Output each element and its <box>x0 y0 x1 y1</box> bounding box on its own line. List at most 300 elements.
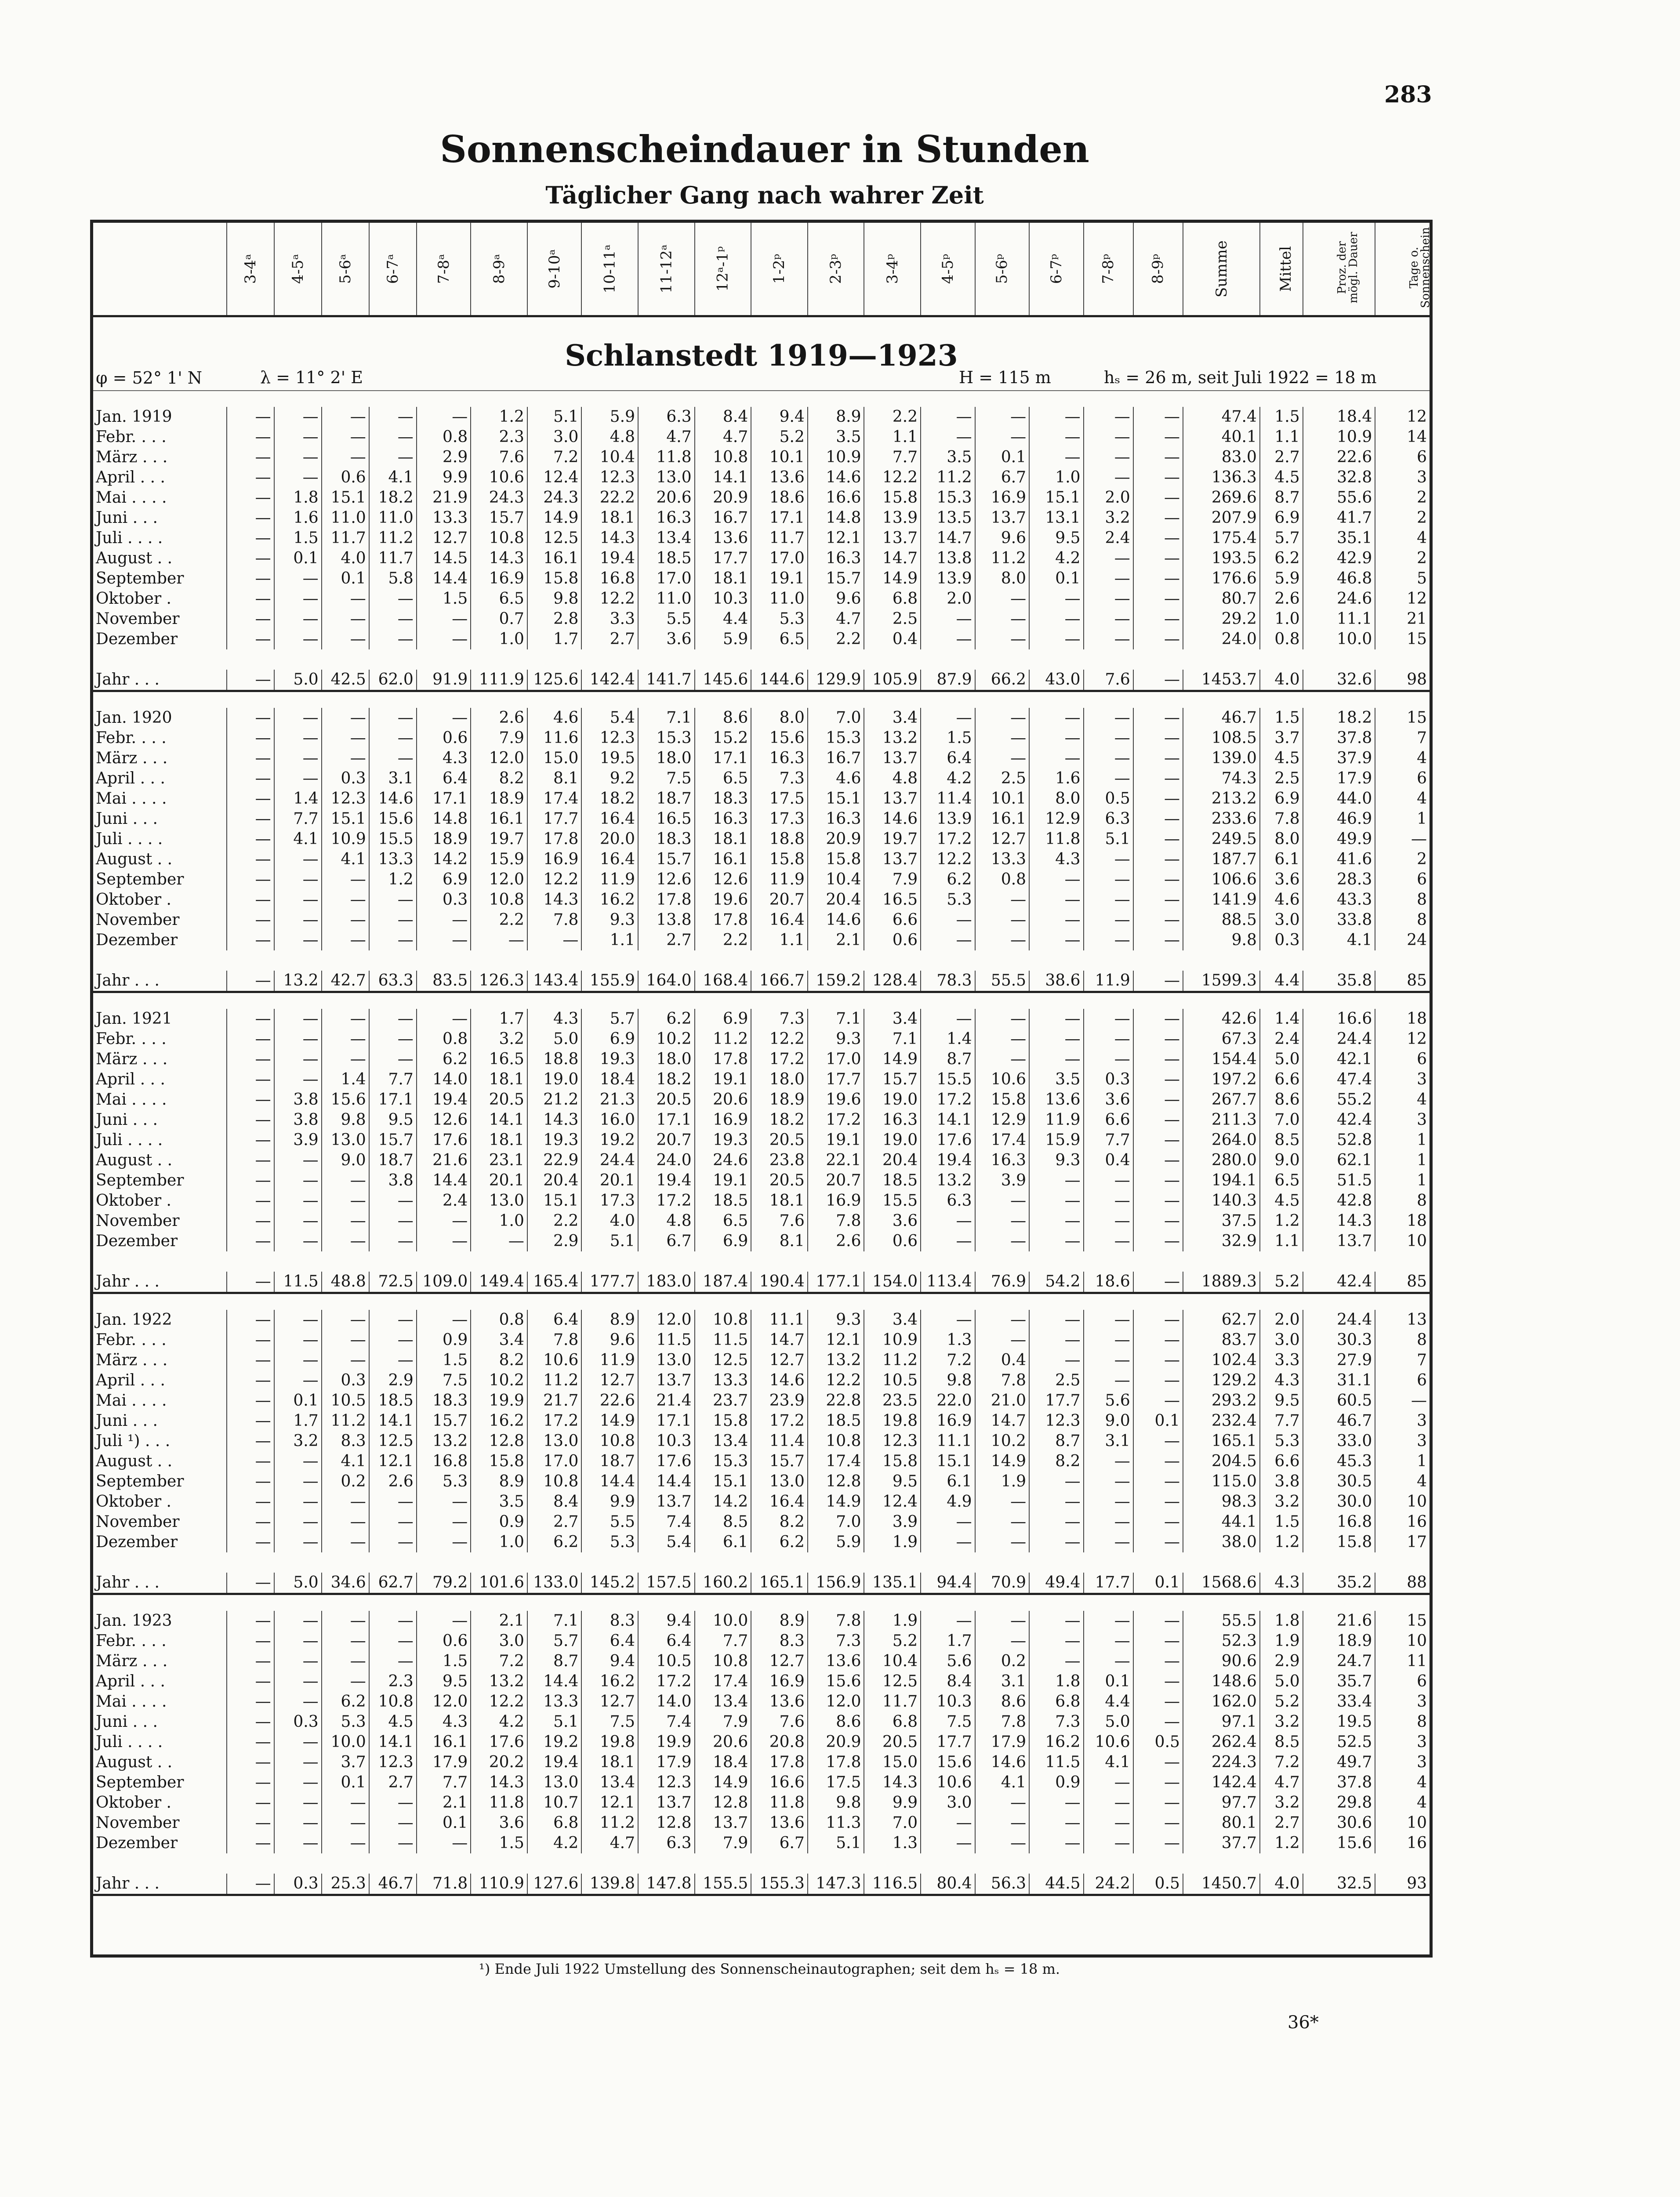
table-row <box>93 789 1430 809</box>
value-cell: 9.0 <box>322 1150 369 1171</box>
value-cell: 127.6 <box>527 1874 581 1895</box>
value-cell: 17.8 <box>638 890 695 910</box>
value-cell: 18.5 <box>864 1171 921 1191</box>
value-cell: 9.6 <box>975 528 1029 548</box>
value-cell: 24.4 <box>581 1150 638 1171</box>
value-cell: 3.6 <box>1260 870 1303 890</box>
value-cell: 9.5 <box>864 1472 921 1492</box>
value-cell: 4.1 <box>975 1773 1029 1793</box>
value-cell: 6.8 <box>527 1813 581 1833</box>
value-cell: — <box>1084 1310 1133 1330</box>
station-longitude: λ = 11° 2' E <box>260 368 363 387</box>
value-cell: — <box>1375 829 1430 849</box>
value-cell: — <box>921 1813 975 1833</box>
value-cell: 102.4 <box>1183 1350 1260 1370</box>
value-cell: — <box>1029 609 1083 629</box>
value-cell: 15.9 <box>1029 1130 1083 1150</box>
value-cell: 2.6 <box>369 1472 417 1492</box>
value-cell: 16.9 <box>695 1110 751 1130</box>
value-cell: 80.4 <box>921 1874 975 1895</box>
value-cell: — <box>975 1310 1029 1330</box>
value-cell: 3.6 <box>638 629 695 649</box>
value-cell: — <box>1133 789 1183 809</box>
value-cell: 165.4 <box>527 1272 581 1293</box>
value-cell: 7.8 <box>975 1370 1029 1391</box>
value-cell: 142.4 <box>581 670 638 691</box>
value-cell: — <box>369 447 417 468</box>
value-cell: 0.4 <box>975 1350 1029 1370</box>
value-cell: 12 <box>1375 1029 1430 1049</box>
value-cell: 2.5 <box>1029 1370 1083 1391</box>
value-cell: 13.7 <box>638 1492 695 1512</box>
value-cell: 4.4 <box>695 609 751 629</box>
row-label: Juni . . . <box>96 1713 158 1731</box>
value-cell: 8.5 <box>1260 1130 1303 1150</box>
value-cell: 16.7 <box>808 748 864 769</box>
value-cell: — <box>227 609 274 629</box>
value-cell: 10.8 <box>808 1431 864 1451</box>
value-cell: 8.7 <box>921 1049 975 1069</box>
value-cell: — <box>322 1009 369 1029</box>
value-cell: — <box>1084 748 1133 769</box>
value-cell: 0.8 <box>975 870 1029 890</box>
value-cell: 14.4 <box>417 569 471 589</box>
value-cell: 94.4 <box>921 1573 975 1594</box>
value-cell: 3.0 <box>1260 910 1303 930</box>
value-cell: 55.2 <box>1303 1090 1375 1110</box>
value-cell: 19.4 <box>638 1171 695 1191</box>
value-cell: 9.8 <box>808 1793 864 1813</box>
value-cell: 14.1 <box>369 1732 417 1752</box>
value-cell: 4 <box>1375 1090 1430 1110</box>
value-cell: 3.9 <box>864 1512 921 1532</box>
value-cell: 67.3 <box>1183 1029 1260 1049</box>
value-cell: 155.3 <box>751 1874 808 1895</box>
value-cell: — <box>1133 1651 1183 1671</box>
value-cell: — <box>1084 1651 1133 1671</box>
value-cell: 1.0 <box>1260 609 1303 629</box>
value-cell: 12.5 <box>527 528 581 548</box>
value-cell: 24.3 <box>471 488 527 508</box>
value-cell: 162.0 <box>1183 1692 1260 1712</box>
value-cell: 125.6 <box>527 670 581 691</box>
value-cell: 41.6 <box>1303 849 1375 870</box>
row-label: Febr. . . . <box>96 1331 167 1349</box>
value-cell: 8.4 <box>921 1671 975 1692</box>
value-cell: 10.4 <box>581 447 638 468</box>
value-cell: 52.8 <box>1303 1130 1375 1150</box>
value-cell: 12.5 <box>864 1671 921 1692</box>
value-cell: 8.6 <box>695 708 751 728</box>
value-cell: 10.6 <box>975 1069 1029 1090</box>
value-cell: 47.4 <box>1183 407 1260 427</box>
value-cell: 15.8 <box>1303 1532 1375 1552</box>
value-cell: — <box>227 789 274 809</box>
value-cell: 20.6 <box>695 1090 751 1110</box>
value-cell: 16.1 <box>975 809 1029 829</box>
value-cell: 6.6 <box>864 910 921 930</box>
value-cell: 6.8 <box>864 1712 921 1732</box>
value-cell: 7.1 <box>638 708 695 728</box>
value-cell: 0.8 <box>417 1029 471 1049</box>
value-cell: 4.4 <box>1084 1692 1133 1712</box>
table-row <box>93 1793 1430 1813</box>
value-cell: 2.9 <box>417 447 471 468</box>
row-label: Juli . . . . <box>96 529 163 547</box>
value-cell: — <box>1084 870 1133 890</box>
value-cell: — <box>227 1512 274 1532</box>
value-cell: — <box>322 1631 369 1651</box>
value-cell: 14.6 <box>369 789 417 809</box>
value-cell: 8.7 <box>1260 488 1303 508</box>
value-cell: — <box>1084 1049 1133 1069</box>
value-cell: — <box>227 1350 274 1370</box>
value-cell: 5.1 <box>808 1833 864 1853</box>
value-cell: 7.1 <box>527 1611 581 1631</box>
value-cell: 115.0 <box>1183 1472 1260 1492</box>
value-cell: 37.7 <box>1183 1833 1260 1853</box>
value-cell: — <box>975 629 1029 649</box>
value-cell: 12.4 <box>864 1492 921 1512</box>
value-cell: 83.7 <box>1183 1330 1260 1350</box>
value-cell: — <box>369 1049 417 1069</box>
year-total-row <box>93 971 1430 992</box>
value-cell: 3 <box>1375 1752 1430 1773</box>
value-cell: — <box>274 1472 322 1492</box>
table-row <box>93 1492 1430 1512</box>
value-cell: — <box>274 609 322 629</box>
value-cell: 0.7 <box>471 609 527 629</box>
value-cell: 13.9 <box>864 508 921 528</box>
value-cell: 11.9 <box>1084 971 1133 992</box>
value-cell: — <box>369 748 417 769</box>
value-cell: 16.9 <box>751 1671 808 1692</box>
value-cell: — <box>471 1231 527 1251</box>
value-cell: 6.2 <box>417 1049 471 1069</box>
value-cell: 20.5 <box>471 1090 527 1110</box>
value-cell: 165.1 <box>751 1573 808 1594</box>
value-cell: — <box>369 1211 417 1231</box>
value-cell: 14.3 <box>527 890 581 910</box>
table-row <box>93 1110 1430 1130</box>
value-cell: — <box>1133 809 1183 829</box>
value-cell: — <box>1133 1049 1183 1069</box>
value-cell: 3.0 <box>471 1631 527 1651</box>
value-cell: — <box>369 609 417 629</box>
value-cell: 12.3 <box>864 1431 921 1451</box>
value-cell: 42.4 <box>1303 1110 1375 1130</box>
value-cell: 0.3 <box>322 769 369 789</box>
value-cell: — <box>369 1833 417 1853</box>
value-cell: — <box>274 569 322 589</box>
value-cell: 12.0 <box>638 1310 695 1330</box>
value-cell: 13.8 <box>921 548 975 569</box>
value-cell: 22.9 <box>527 1150 581 1171</box>
value-cell: 154.4 <box>1183 1049 1260 1069</box>
value-cell: 13.7 <box>864 748 921 769</box>
value-cell: 14.9 <box>864 1049 921 1069</box>
value-cell: — <box>227 1090 274 1110</box>
value-cell: 6.3 <box>638 407 695 427</box>
value-cell: 1.2 <box>1260 1532 1303 1552</box>
value-cell: 55.5 <box>975 971 1029 992</box>
table-row <box>93 427 1430 447</box>
value-cell: — <box>227 1573 274 1594</box>
value-cell: — <box>1084 447 1133 468</box>
value-cell: — <box>1133 548 1183 569</box>
value-cell: — <box>1084 1211 1133 1231</box>
value-cell: 10.7 <box>527 1793 581 1813</box>
value-cell: 0.9 <box>1029 1773 1083 1793</box>
value-cell: 20.7 <box>808 1171 864 1191</box>
value-cell: — <box>1084 427 1133 447</box>
value-cell: 10.3 <box>638 1431 695 1451</box>
value-cell: 13.5 <box>921 508 975 528</box>
value-cell: 155.5 <box>695 1874 751 1895</box>
value-cell: 5.0 <box>1260 1671 1303 1692</box>
value-cell: 10.5 <box>638 1651 695 1671</box>
row-label: März . . . <box>96 1351 168 1369</box>
value-cell: 6.5 <box>1260 1171 1303 1191</box>
value-cell: 7.7 <box>274 809 322 829</box>
value-cell: — <box>227 1671 274 1692</box>
value-cell: 16.9 <box>921 1411 975 1431</box>
value-cell: — <box>274 1231 322 1251</box>
value-cell: — <box>227 769 274 789</box>
value-cell: 11.5 <box>695 1330 751 1350</box>
row-label: November <box>96 610 180 628</box>
row-label: Juli ¹) . . . <box>96 1432 171 1450</box>
value-cell: — <box>274 1191 322 1211</box>
spacer-cell <box>93 649 1430 670</box>
value-cell: 20.7 <box>751 890 808 910</box>
value-cell: 32.6 <box>1303 670 1375 691</box>
value-cell: 10.0 <box>695 1611 751 1631</box>
value-cell: — <box>369 1611 417 1631</box>
value-cell: 3.8 <box>274 1110 322 1130</box>
value-cell: 12.1 <box>369 1451 417 1472</box>
value-cell: — <box>1133 407 1183 427</box>
value-cell: 9.2 <box>581 769 638 789</box>
value-cell: — <box>1133 1150 1183 1171</box>
value-cell: 12.9 <box>1029 809 1083 829</box>
spacer-cell <box>93 391 1430 407</box>
value-cell: 4.3 <box>417 1712 471 1732</box>
value-cell: 3.4 <box>864 708 921 728</box>
value-cell: 4.3 <box>417 748 471 769</box>
value-cell: 17.4 <box>808 1451 864 1472</box>
value-cell: 17.6 <box>921 1130 975 1150</box>
row-label: Febr. . . . <box>96 729 167 747</box>
value-cell: 193.5 <box>1183 548 1260 569</box>
value-cell: 10.2 <box>471 1370 527 1391</box>
value-cell: 18.0 <box>638 1049 695 1069</box>
value-cell: — <box>227 1431 274 1451</box>
value-cell: — <box>1084 1773 1133 1793</box>
value-cell: — <box>1029 1029 1083 1049</box>
value-cell: — <box>369 1532 417 1552</box>
value-cell: 24 <box>1375 930 1430 950</box>
value-cell: 18.5 <box>638 548 695 569</box>
value-cell: 9.3 <box>1029 1150 1083 1171</box>
value-cell: 2 <box>1375 849 1430 870</box>
value-cell: — <box>227 1231 274 1251</box>
value-cell: — <box>274 1310 322 1330</box>
value-cell: 8.3 <box>751 1631 808 1651</box>
value-cell: 15.6 <box>322 1090 369 1110</box>
value-cell: — <box>1029 1330 1083 1350</box>
value-cell: — <box>274 468 322 488</box>
value-cell: 10.9 <box>808 447 864 468</box>
value-cell: 5.4 <box>581 708 638 728</box>
value-cell: 15.7 <box>638 849 695 870</box>
value-cell: 22.6 <box>581 1391 638 1411</box>
value-cell: 6.2 <box>921 870 975 890</box>
value-cell: 15.6 <box>369 809 417 829</box>
value-cell: 44.0 <box>1303 789 1375 809</box>
value-cell: 19.4 <box>417 1090 471 1110</box>
value-cell: 8.2 <box>751 1512 808 1532</box>
value-cell: 3.3 <box>581 609 638 629</box>
value-cell: 1 <box>1375 1150 1430 1171</box>
value-cell: 4.3 <box>1260 1370 1303 1391</box>
year-total-row <box>93 670 1430 691</box>
value-cell: — <box>921 930 975 950</box>
value-cell: — <box>274 1813 322 1833</box>
value-cell: — <box>1133 589 1183 609</box>
value-cell: — <box>417 1492 471 1512</box>
value-cell: 28.3 <box>1303 870 1375 890</box>
row-label: Oktober . <box>96 590 171 608</box>
value-cell: 19.1 <box>808 1130 864 1150</box>
value-cell: 85 <box>1375 1272 1430 1293</box>
value-cell: — <box>975 1231 1029 1251</box>
value-cell: 156.9 <box>808 1573 864 1594</box>
value-cell: 7.7 <box>695 1631 751 1651</box>
value-cell: 10.8 <box>581 1431 638 1451</box>
value-cell: 213.2 <box>1183 789 1260 809</box>
value-cell: 18.5 <box>369 1391 417 1411</box>
value-cell: 11 <box>1375 1651 1430 1671</box>
value-cell: 15.8 <box>695 1411 751 1431</box>
value-cell: 18 <box>1375 1211 1430 1231</box>
value-cell: 154.0 <box>864 1272 921 1293</box>
value-cell: 6.4 <box>417 769 471 789</box>
value-cell: — <box>369 930 417 950</box>
value-cell: 6.9 <box>1260 789 1303 809</box>
value-cell: 15.1 <box>695 1472 751 1492</box>
value-cell: — <box>227 809 274 829</box>
table-row <box>93 910 1430 930</box>
value-cell: 0.8 <box>471 1310 527 1330</box>
value-cell: 0.4 <box>864 629 921 649</box>
value-cell: — <box>369 407 417 427</box>
value-cell: 6.7 <box>638 1231 695 1251</box>
row-label: September <box>96 1472 184 1490</box>
value-cell: 6.2 <box>1260 548 1303 569</box>
value-cell: 17.7 <box>1029 1391 1083 1411</box>
value-cell: 11.4 <box>921 789 975 809</box>
value-cell: — <box>274 1350 322 1370</box>
row-label: Oktober . <box>96 1192 171 1210</box>
value-cell: 19.9 <box>471 1391 527 1411</box>
value-cell: 2 <box>1375 548 1430 569</box>
value-cell: 8.3 <box>581 1611 638 1631</box>
value-cell: 0.6 <box>417 1631 471 1651</box>
value-cell: — <box>417 407 471 427</box>
value-cell: — <box>322 1049 369 1069</box>
value-cell: 14.4 <box>417 1171 471 1191</box>
value-cell: — <box>227 1692 274 1712</box>
value-cell: 7.7 <box>864 447 921 468</box>
value-cell: 18.1 <box>751 1191 808 1211</box>
value-cell: — <box>1029 870 1083 890</box>
value-cell: 8 <box>1375 1191 1430 1211</box>
value-cell: — <box>227 708 274 728</box>
value-cell: 7.9 <box>695 1712 751 1732</box>
value-cell: 8.0 <box>1029 789 1083 809</box>
value-cell: 13.6 <box>808 1651 864 1671</box>
value-cell: 22.1 <box>808 1150 864 1171</box>
value-cell: 47.4 <box>1303 1069 1375 1090</box>
value-cell: — <box>1133 569 1183 589</box>
value-cell: — <box>274 930 322 950</box>
value-cell: — <box>1029 407 1083 427</box>
value-cell: — <box>227 1272 274 1293</box>
value-cell: 2.6 <box>471 708 527 728</box>
value-cell: 3 <box>1375 1431 1430 1451</box>
value-cell: — <box>921 427 975 447</box>
value-cell: 1.2 <box>1260 1211 1303 1231</box>
value-cell: — <box>1084 1171 1133 1191</box>
value-cell: 141.9 <box>1183 890 1260 910</box>
value-cell: 136.3 <box>1183 468 1260 488</box>
value-cell: — <box>227 829 274 849</box>
value-cell: 10.4 <box>808 870 864 890</box>
value-cell: 135.1 <box>864 1573 921 1594</box>
value-cell: — <box>1133 1211 1183 1231</box>
table-row <box>93 870 1430 890</box>
value-cell: 20.2 <box>471 1752 527 1773</box>
value-cell: — <box>1084 548 1133 569</box>
value-cell: — <box>1133 748 1183 769</box>
value-cell: 16.4 <box>581 849 638 870</box>
value-cell: 16.4 <box>581 809 638 829</box>
value-cell: 6.2 <box>751 1532 808 1552</box>
value-cell: 13.6 <box>751 1692 808 1712</box>
value-cell: — <box>227 1712 274 1732</box>
value-cell: 14.1 <box>921 1110 975 1130</box>
value-cell: — <box>975 1833 1029 1853</box>
value-cell: 2.9 <box>369 1370 417 1391</box>
value-cell: 0.6 <box>864 1231 921 1251</box>
value-cell: 17.7 <box>921 1732 975 1752</box>
value-cell: 5.5 <box>638 609 695 629</box>
value-cell: 18.1 <box>581 1752 638 1773</box>
value-cell: 8.7 <box>527 1651 581 1671</box>
value-cell: — <box>274 1492 322 1512</box>
value-cell: 18.6 <box>1084 1272 1133 1293</box>
value-cell: 3 <box>1375 1732 1430 1752</box>
value-cell: 15.2 <box>695 728 751 748</box>
value-cell: 4.9 <box>921 1492 975 1512</box>
value-cell: 8 <box>1375 910 1430 930</box>
value-cell: — <box>227 930 274 950</box>
value-cell: 168.4 <box>695 971 751 992</box>
value-cell: 20.1 <box>581 1171 638 1191</box>
row-label: Dezember <box>96 1533 178 1551</box>
value-cell: 1.4 <box>274 789 322 809</box>
